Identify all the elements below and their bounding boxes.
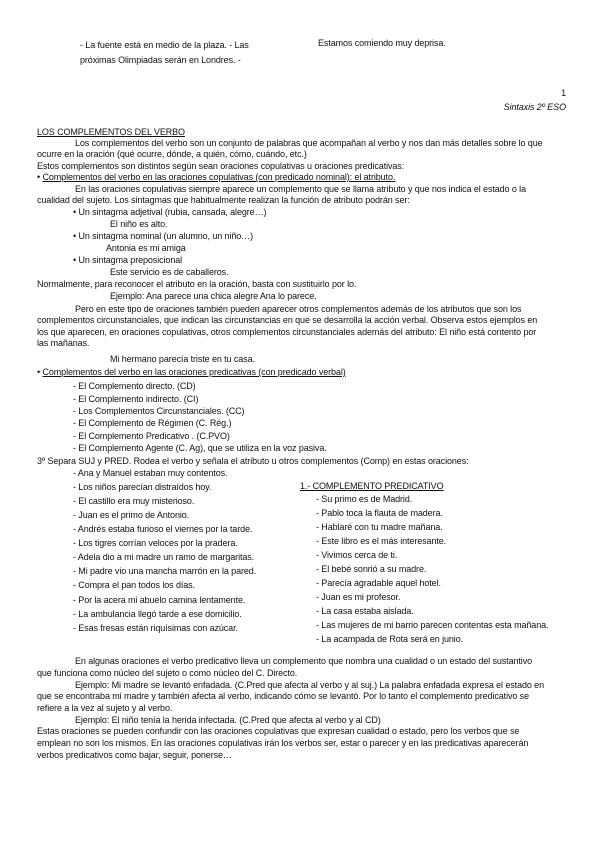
closing-line-1: En algunas oraciones el verbo predicativo lleva un complemento que nombra una cualidad o un estado del sustantivo <box>75 656 532 666</box>
copulative-line-1: En las oraciones copulativas siempre aparece un complemento que se llama atributo y que nos indica el estado o la <box>75 184 526 194</box>
closing-line-6: Ejemplo: El niño tenía la herida infectada. (C.Pred que afecta al verbo y al CD) <box>75 715 381 725</box>
normalmente-example: Ejemplo: Ana parece una chica alegre Ana lo parece. <box>110 291 317 301</box>
bullet-icon: • <box>73 207 77 217</box>
exercise-left-item: - Los niños parecían distraídos hoy. <box>73 482 212 492</box>
predicative-heading <box>37 367 346 378</box>
bullet-nominal <box>73 231 253 242</box>
closing-line-9: verbos predicativos como bajar, seguir, ponerse… <box>37 750 232 760</box>
header-subtitle: Sintaxis 2º ESO <box>503 102 566 112</box>
exercise-right-item: - Este libro es el más interesante. <box>316 536 447 546</box>
bullet-icon: • <box>73 231 77 241</box>
exercise-left-item: - La ambulancia llegó tarde a ese domicilio. <box>73 609 242 619</box>
exercise-right-item: - Vivimos cerca de ti. <box>316 550 398 560</box>
paragraph-line-3: los que aparecen, en oraciones copulativas, otros complementos circunstanciales además del atributo: El niño está contento por <box>37 327 537 337</box>
list-item: - El Complemento directo. (CD) <box>73 381 196 391</box>
top-right-line: Estamos comiendo muy deprisa. <box>318 38 446 48</box>
bullet-preposicional-text: Un sintagma preposicional <box>78 255 183 265</box>
exercise-right-item: - Su primo es de Madrid. <box>316 494 413 504</box>
top-left-line-1: - La fuente está en medio de la plaza. - Las <box>80 40 249 50</box>
exercise-left-item: - El castillo era muy misterioso. <box>73 496 195 506</box>
paragraph-line-1: Pero en este tipo de oraciones también pueden aparecer otros complementos además de los atributos que son los <box>75 304 522 314</box>
predicative-heading-text: Complementos del verbo en las oraciones predicativas (con predicado verbal) <box>42 367 346 377</box>
closing-line-3: Ejemplo: Mi madre se levantó enfadada. (C.Pred que afecta al verbo y al suj.) La palabra enfadada expresa el estado en <box>75 680 544 690</box>
bullet-icon: • <box>37 172 41 182</box>
exercise-right-item: - El bebé sonrió a su madre. <box>316 564 427 574</box>
list-item: - Los Complementos Circunstanciales. (CC) <box>73 406 245 416</box>
exercise-left-item: - Juan es el primo de Antonio. <box>73 510 190 520</box>
list-item: - El Complemento indirecto. (CI) <box>73 394 199 404</box>
intro-line-2: ocurre en la oración (qué ocurre, dónde, a quién, cómo, cuándo, etc.) <box>37 149 307 159</box>
exercise-right-item: - La acampada de Rota será en junio. <box>316 634 463 644</box>
exercise-right-heading: 1.- COMPLEMENTO PREDICATIVO <box>300 481 444 491</box>
bullet-adjetival-text: Un sintagma adjetival (rubia, cansada, alegre…) <box>78 207 267 217</box>
exercise-left-item: - Ana y Manuel estaban muy contentos. <box>73 468 228 478</box>
exercise-right-item: - Las mujeres de mi barrio parecen contentas esta mañana. <box>316 620 549 630</box>
normalmente-line: Normalmente, para reconocer el atributo en la oración, basta con sustituirlo por lo. <box>37 279 357 289</box>
paragraph-line-4: las mañanas. <box>37 338 90 348</box>
example-nominal: Antonia es mi amiga <box>106 243 186 253</box>
section-title: LOS COMPLEMENTOS DEL VERBO <box>37 127 185 137</box>
closing-line-8: emplean no son los mismos. En las oraciones copulativas irán los verbos ser, estar o parecer y en las predicativas aparecerán <box>37 738 529 748</box>
top-left-line-2: próximas Olimpiadas serán en Londres. - <box>80 55 241 65</box>
exercise-right-item: - Hablaré con tu madre mañana. <box>316 522 443 532</box>
paragraph-example: Mi hermano parecía triste en tu casa. <box>110 354 255 364</box>
example-adjetival: El niño es alto. <box>110 219 168 229</box>
closing-line-4: que se encontraba mi madre y también afecta al verbo, indicando cómo se levantó. Por lo tanto el complemento predicativo se <box>37 691 529 701</box>
exercise-label: 3º Separa SUJ y PRED. Rodea el verbo y señala el atributo u otros complementos (Comp) en estas oraciones: <box>37 456 469 466</box>
list-item: - El Complemento de Régimen (C. Rég.) <box>73 418 232 428</box>
exercise-left-item: - Adela dio a mi madre un ramo de margaritas. <box>73 552 255 562</box>
paragraph-line-2: complementos circunstanciales, que indican las circunstancias en que se desarrolla la acción verbal. Observa estos ejemplos en <box>37 315 538 325</box>
bullet-adjetival <box>73 207 266 218</box>
intro-line-3: Estos complementos son distintos según sean oraciones copulativas u oraciones predicativas: <box>37 161 405 171</box>
intro-line-1: Los complementos del verbo son un conjunto de palabras que acompañan al verbo y nos dan más detalles sobre lo que <box>75 138 543 148</box>
exercise-left-item: - Por la acera mi abuelo camina lentamente. <box>73 595 246 605</box>
bullet-preposicional <box>73 255 182 266</box>
bullet-icon: • <box>37 367 41 377</box>
exercise-left-item: - Andrés estaba furioso el viernes por la tarde. <box>73 524 253 534</box>
copulative-heading-text: Complementos del verbo en las oraciones copulativas (con predicado nominal): el atributo. <box>42 172 396 182</box>
bullet-nominal-text: Un sintagma nominal (un alumno, un niño…) <box>78 231 253 241</box>
closing-line-5: refiere a la vez al sujeto y al verbo. <box>37 703 173 713</box>
exercise-right-item: - Juan es mi profesor. <box>316 592 401 602</box>
list-item: - El Complemento Predicativo . (C.PVO) <box>73 431 230 441</box>
example-preposicional: Este servicio es de caballeros. <box>110 267 229 277</box>
page-number: 1 <box>561 88 566 98</box>
copulative-line-2: cualidad del sujeto. Los sintagmas que habitualmente realizan la función de atributo podrán ser: <box>37 195 410 205</box>
exercise-right-item: - Parecía agradable aquel hotel. <box>316 578 441 588</box>
exercise-left-item: - Esas fresas están riquísimas con azúcar. <box>73 623 238 633</box>
exercise-left-item: - Mi padre vio una mancha marrón en la pared. <box>73 566 257 576</box>
bullet-icon: • <box>73 255 77 265</box>
exercise-right-item: - Pablo toca la flauta de madera. <box>316 508 443 518</box>
copulative-heading <box>37 172 395 183</box>
closing-line-7: Estas oraciones se pueden confundir con las oraciones copulativas que expresan cualidad o estado, pero los verbos que se <box>37 726 520 736</box>
exercise-left-item: - Los tigres corrían veloces por la pradera. <box>73 538 238 548</box>
exercise-right-item: - La casa estaba aislada. <box>316 606 414 616</box>
exercise-left-item: - Compra el pan todos los días. <box>73 580 195 590</box>
closing-line-2: que funciona como núcleo del sujeto o como núcleo del C. Directo. <box>37 668 298 678</box>
list-item: - El Complemento Agente (C. Ag), que se utiliza en la voz pasiva. <box>73 443 327 453</box>
